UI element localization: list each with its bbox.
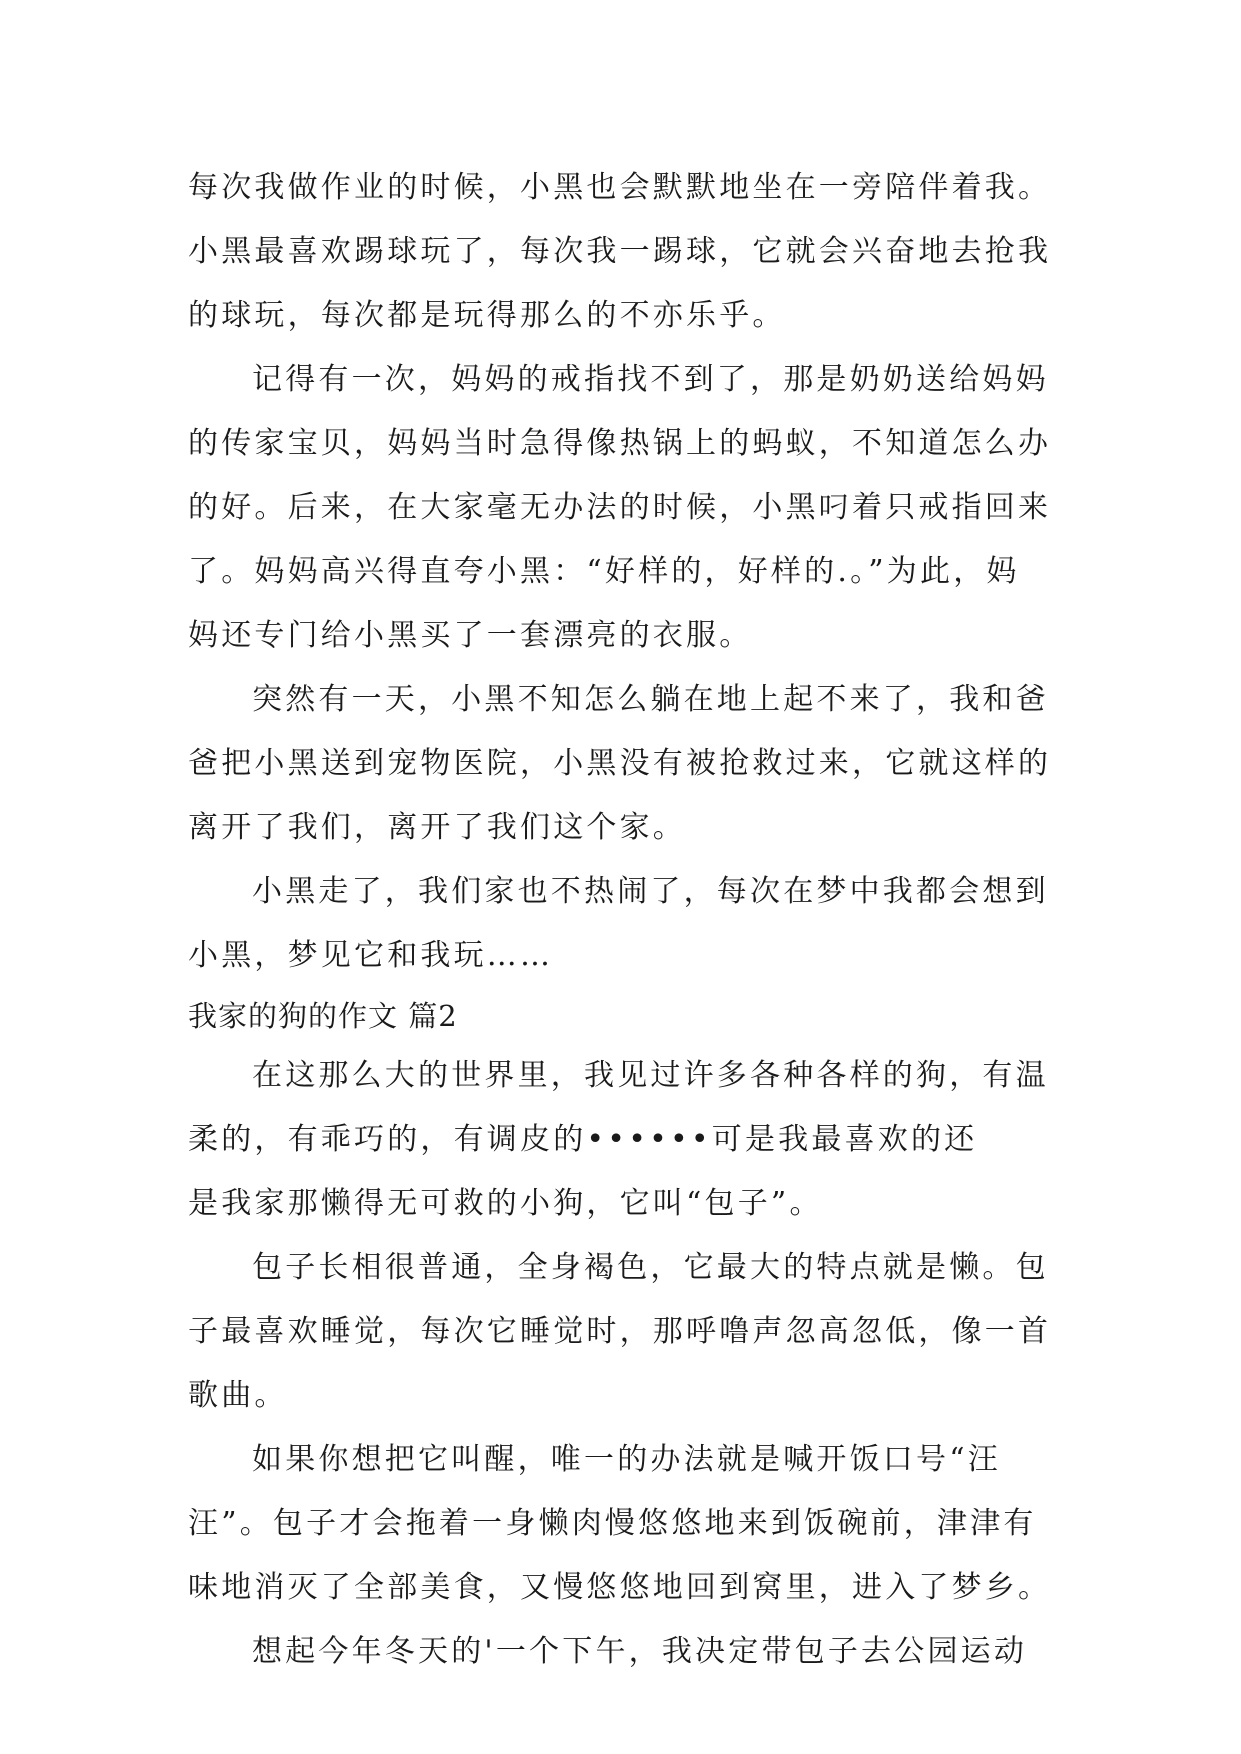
text-line: 柔的，有乖巧的，有调皮的••••••可是我最喜欢的还 [188,1122,978,1157]
essay-body [188,156,1068,1684]
text-line: 子最喜欢睡觉，每次它睡觉时，那呼噜声忽高忽低，像一首 [188,1314,1052,1349]
text-line: 是我家那懒得无可救的小狗，它叫“包子”。 [188,1186,823,1221]
text-line: 味地消灭了全部美食，又慢悠悠地回到窝里，进入了梦乡。 [188,1570,1052,1605]
paragraph-start: 如果你想把它叫醒，唯一的办法就是喊开饭口号“汪 [252,1442,1001,1477]
section-heading: 我家的狗的作文 篇2 [188,999,458,1033]
paragraph-start: 在这那么大的世界里，我见过许多各种各样的狗，有温 [252,1058,1049,1093]
text-line: 离开了我们，离开了我们这个家。 [188,810,686,845]
paragraph-start: 突然有一天，小黑不知怎么躺在地上起不来了，我和爸 [252,682,1049,717]
text-line: 的好。后来，在大家毫无办法的时候，小黑叼着只戒指回来 [188,490,1052,525]
paragraph-start: 包子长相很普通，全身褐色，它最大的特点就是懒。包 [252,1250,1049,1285]
paragraph-start: 记得有一次，妈妈的戒指找不到了，那是奶奶送给妈妈 [252,362,1049,397]
text-line: 小黑最喜欢踢球玩了，每次我一踢球，它就会兴奋地去抢我 [188,234,1052,269]
text-line: 的传家宝贝，妈妈当时急得像热锅上的蚂蚁，不知道怎么办 [188,426,1052,461]
text-line: 妈还专门给小黑买了一套漂亮的衣服。 [188,618,753,653]
paragraph-start: 想起今年冬天的'一个下午，我决定带包子去公园运动 [252,1634,1028,1669]
text-line: 的球玩，每次都是玩得那么的不亦乐乎。 [188,298,786,333]
text-line: 歌曲。 [188,1378,288,1413]
text-line: 了。妈妈高兴得直夸小黑：“好样的，好样的.。”为此，妈 [188,554,1020,589]
text-line: 小黑，梦见它和我玩…… [188,938,554,973]
text-line: 每次我做作业的时候，小黑也会默默地坐在一旁陪伴着我。 [188,170,1052,205]
text-line: 爸把小黑送到宠物医院，小黑没有被抢救过来，它就这样的 [188,746,1052,781]
text-line: 汪”。包子才会拖着一身懒肉慢悠悠地来到饭碗前，津津有 [188,1506,1037,1541]
paragraph-start: 小黑走了，我们家也不热闹了，每次在梦中我都会想到 [252,874,1049,909]
